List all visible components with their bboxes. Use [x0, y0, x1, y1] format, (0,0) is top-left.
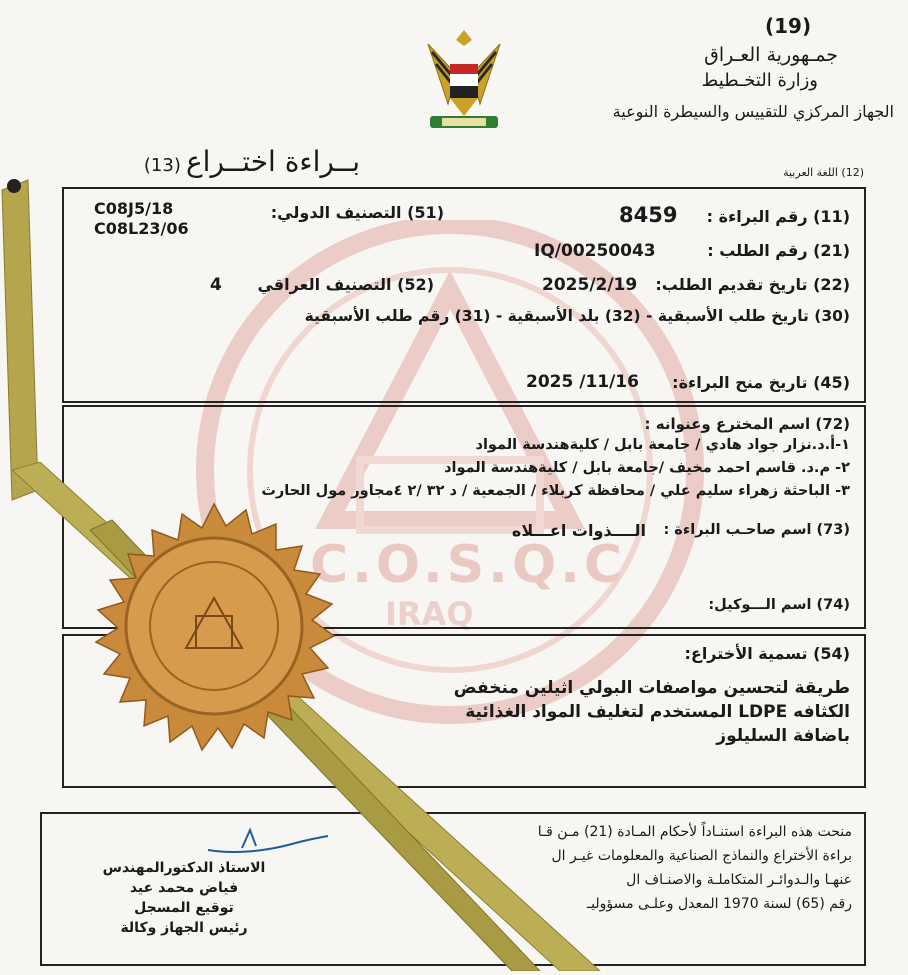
agency-name: الجهاز المركزي للتقييس والسيطرة النوعية — [612, 102, 894, 121]
grant-line-4: رقم (65) لسنة 1970 المعدل وعلـى مسؤوليـ — [587, 896, 852, 912]
title-code: (13) — [143, 155, 181, 176]
filing-date-label: (22) تاريخ تقديم الطلب: — [655, 275, 850, 294]
language-note: (12) اللغة العربية — [783, 166, 864, 179]
grant-date-label: (45) تاريخ منح البراءة: — [672, 373, 850, 392]
agent-label: (74) اسم الـــوكيل: — [708, 597, 850, 613]
invention-title-label: (54) تسمية الأختراع: — [684, 644, 850, 663]
gold-seal — [56, 498, 372, 754]
watermark-letters: C.O.S.Q.C — [310, 535, 627, 595]
iraqi-class-value: 4 — [210, 275, 222, 295]
intl-class-value-1: C08J5/18 — [94, 199, 174, 218]
grant-line-3: عنهـا والـدوائـر المتكاملـة والاصنـاف ال — [626, 872, 852, 888]
invention-title-line-1: طريقة لتحسين مواصفات البولي اثيلين منخفض — [453, 678, 850, 698]
doc-code: (19) — [765, 14, 812, 38]
application-number-value: IQ/00250043 — [534, 241, 656, 261]
inventor-2: ٢- م.د. قاسم احمد مخيف /جامعة بابل / كليةهندسة المواد — [444, 460, 850, 476]
intl-class-label: (51) التصنيف الدولي: — [270, 203, 444, 222]
invention-title-line-3: باضافة السليلوز — [716, 726, 850, 746]
signatory-line-4: رئيس الجهاز وكالة — [120, 920, 248, 936]
priority-line: (30) تاريخ طلب الأسبقية - (32) بلد الأسبقية - (31) رقم طلب الأسبقية — [304, 307, 850, 325]
signatory-line-1: الاستاذ الدكتورالمهندس — [102, 860, 266, 876]
filing-date-value: 2025/2/19 — [542, 275, 638, 295]
patent-number-value: 8459 — [619, 203, 678, 227]
application-number-label: (21) رقم الطلب : — [707, 241, 850, 260]
owner-label: (73) اسم صاحـب البراءة : — [663, 522, 850, 538]
inventor-1: ١-أ.د.نزار جواد هادي / جامعة بابل / كليةهندسة المواد — [475, 437, 850, 453]
signatory-line-2: فياض محمد عيد — [129, 880, 239, 896]
ministry-name: وزارة التخـطيط — [701, 70, 818, 91]
grant-date-value: 2025 /11/16 — [526, 372, 639, 392]
inventors-label: (72) اسم المخترع وعنوانه : — [644, 415, 850, 433]
invention-title-line-2: الكثافه LDPE المستخدم لتغليف المواد الغذائية — [465, 702, 850, 722]
signatory-line-3: توقيع المسجل — [134, 900, 234, 916]
title-text: بــراءة اختــراع — [185, 145, 360, 178]
country-name: جمـهورية العـراق — [704, 44, 838, 66]
grant-line-1: منحت هذه البراءة استنـاداً لأحكام المـادة (21) مـن قـا — [537, 824, 852, 840]
patent-number-label: (11) رقم البراءة : — [706, 207, 850, 226]
grant-line-2: براءة الأختراع والنماذج الصناعية والمعلومات غيـر ال — [551, 848, 852, 864]
watermark-country: IRAQ — [385, 595, 474, 633]
owner-value: الــــذوات اعـــلاه — [511, 521, 646, 540]
inventor-3: ٣- الباحثة زهراء سليم علي / محافظة كربلاء / الجمعية / د ٣٢ /٢ ٤مجاور مول الحارث — [261, 483, 850, 499]
iraqi-class-label: (52) التصنيف العراقي — [257, 275, 434, 294]
intl-class-value-2: C08L23/06 — [94, 219, 189, 238]
